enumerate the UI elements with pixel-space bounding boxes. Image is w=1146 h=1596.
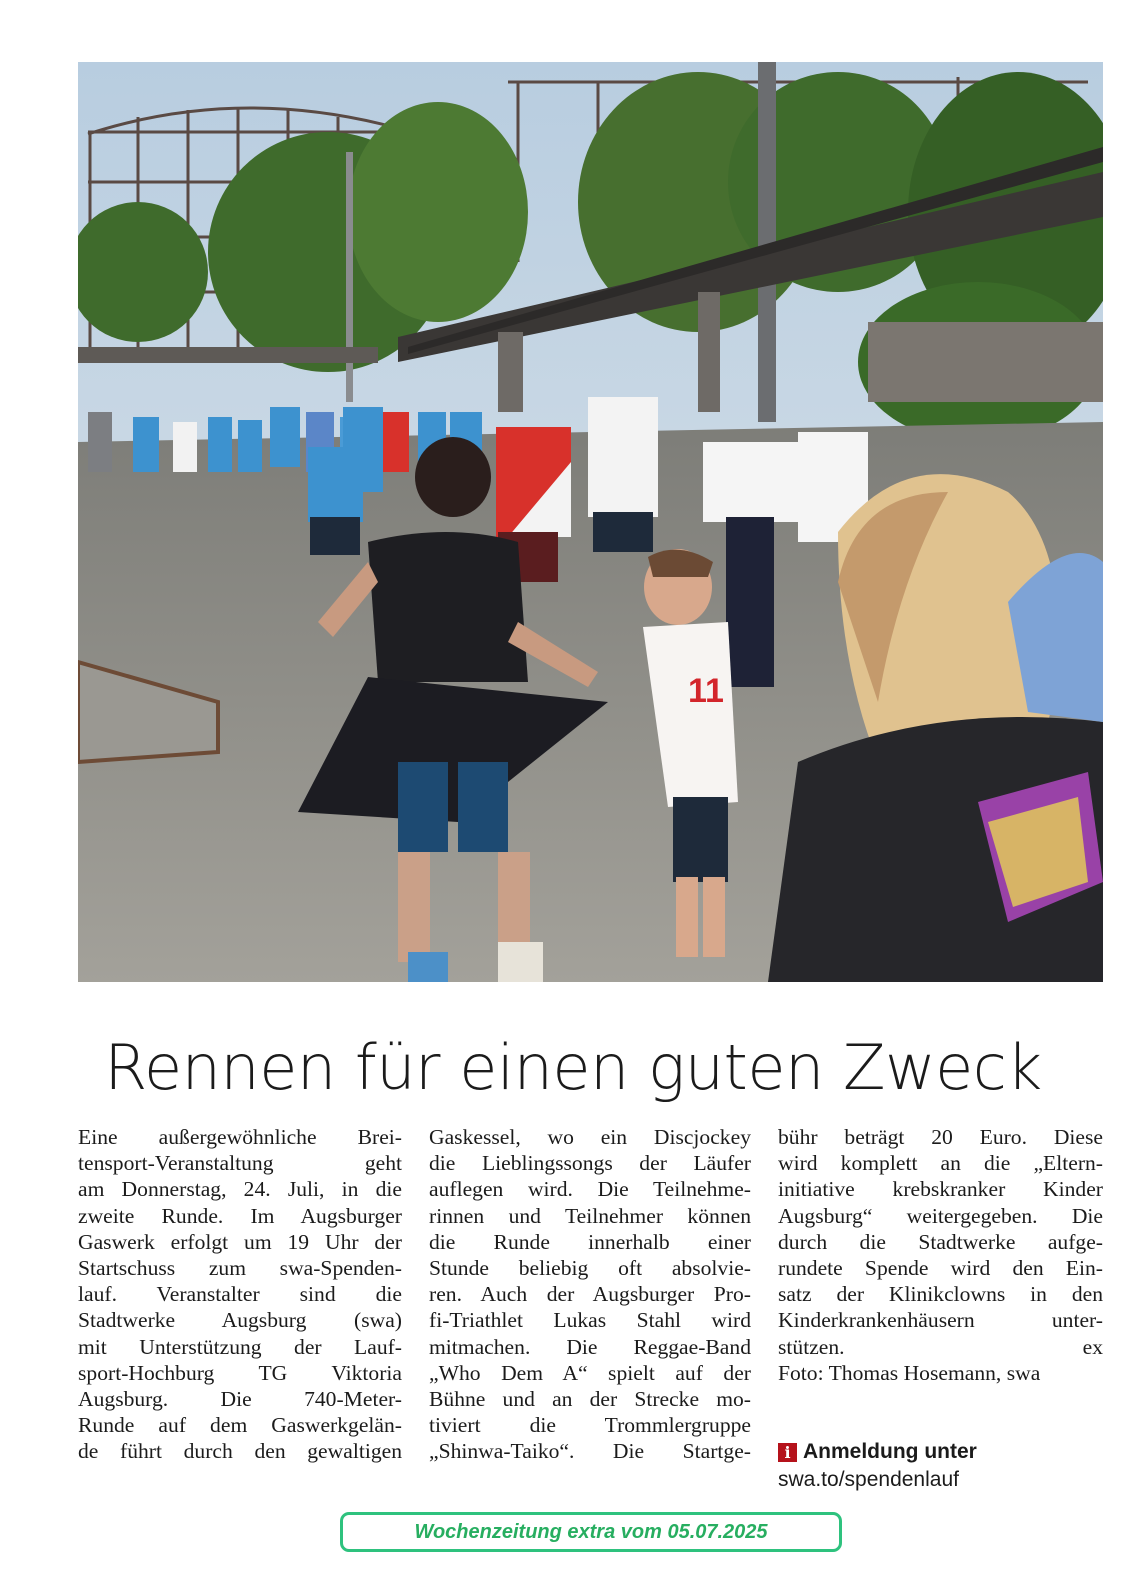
- article-headline: Rennen für einen guten Zweck: [104, 1031, 1042, 1104]
- text-line: durch die Stadtwerke aufge-: [778, 1229, 1103, 1254]
- text-line: initiative krebskranker Kinder: [778, 1177, 1103, 1202]
- text-line: ren. Auch der Augsburger Pro-: [429, 1282, 751, 1307]
- text-line: Stadtwerke Augsburg (swa): [78, 1308, 402, 1333]
- photo-credit: Foto: Thomas Hosemann, swa: [778, 1360, 1041, 1385]
- source-label: Wochenzeitung extra vom 05.07.2025: [414, 1520, 768, 1543]
- article-photo: [78, 62, 1103, 982]
- text-line: auflegen wird. Die Teilnehme-: [429, 1177, 751, 1202]
- text-line: de führt durch den gewaltigen: [78, 1439, 402, 1464]
- text-line: sport-Hochburg TG Viktoria: [78, 1360, 402, 1385]
- registration-header: [778, 1438, 1108, 1466]
- text-line: tiviert die Trommlergruppe: [429, 1413, 751, 1438]
- article-column-1: [78, 1124, 402, 1464]
- light-pole-small: [346, 152, 353, 402]
- text-line: am Donnerstag, 24. Juli, in die: [78, 1177, 402, 1202]
- text-line: Runde auf dem Gaswerkgelän-: [78, 1413, 402, 1438]
- article-column-3: [778, 1124, 1103, 1386]
- text-line: Startschuss zum swa-Spenden-: [78, 1255, 402, 1280]
- article-column-2: [429, 1124, 751, 1464]
- text-line: Gaswerk erfolgt um 19 Uhr der: [78, 1229, 402, 1254]
- runners-photo-illustration: [78, 62, 1103, 982]
- text-line: rundete Spende wird den Ein-: [778, 1255, 1103, 1280]
- text-line: bühr beträgt 20 Euro. Diese: [778, 1125, 1103, 1149]
- text-line: wird komplett an die „Eltern-: [778, 1151, 1103, 1176]
- registration-info: [778, 1438, 1108, 1494]
- text-line: Stunde beliebig oft absolvie-: [429, 1255, 751, 1280]
- text-line: „Who Dem A“ spielt auf der: [429, 1360, 751, 1385]
- text-line: Kinderkrankenhäusern unter-: [778, 1308, 1103, 1333]
- text-line: Eine außergewöhnliche Brei-: [78, 1125, 402, 1149]
- text-line: rinnen und Teilnehmer können: [429, 1203, 751, 1228]
- text-line: mit Unterstützung der Lauf-: [78, 1334, 402, 1359]
- text-line: stützen. ex: [778, 1334, 1103, 1359]
- text-line: die Runde innerhalb einer: [429, 1229, 751, 1254]
- svg-text:11: 11: [688, 672, 724, 710]
- text-line: tensport-Veranstaltung geht: [78, 1151, 402, 1176]
- registration-url[interactable]: swa.to/spendenlauf: [778, 1468, 959, 1491]
- text-line: Augsburg. Die 740-Meter-: [78, 1386, 402, 1411]
- text-line: Gaskessel, wo ein Discjockey: [429, 1125, 751, 1149]
- text-line: die Lieblingssongs der Läufer: [429, 1151, 751, 1176]
- info-icon: i: [778, 1443, 797, 1462]
- text-line: Bühne und an der Strecke mo-: [429, 1386, 751, 1411]
- text-line: Augsburg“ weitergegeben. Die: [778, 1203, 1103, 1228]
- text-line: fi-Triathlet Lukas Stahl wird: [429, 1308, 751, 1333]
- text-line: lauf. Veranstalter sind die: [78, 1282, 402, 1307]
- text-line: satz der Klinikclowns in den: [778, 1282, 1103, 1307]
- text-line: „Shinwa-Taiko“. Die Startge-: [429, 1439, 751, 1464]
- registration-title: Anmeldung unter: [803, 1440, 977, 1463]
- text-line: zweite Runde. Im Augsburger: [78, 1203, 402, 1228]
- text-line: mitmachen. Die Reggae-Band: [429, 1334, 751, 1359]
- source-box: [340, 1512, 842, 1552]
